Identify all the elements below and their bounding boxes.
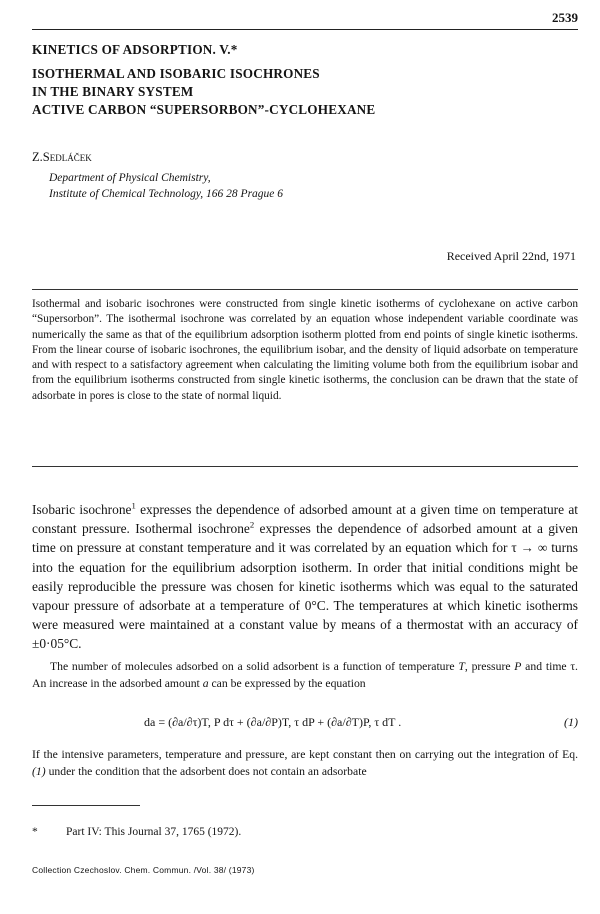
abstract: Isothermal and isobaric isochrones were constructed from single kinetic isotherms of cyclohexane on active carbon “Supersorbon”. The isothermal isochrone was correlated by an equation whose independent variable coordinate was numerically the same as that of the equilibrium adsorption isotherm plotted from end points of single kinetic isotherms. From the linear course of isobaric isochrones, the equilibrium isobar, and the density of liquid adsorbate on temperature and with respect to a satisfactory agreement when calculating the limiting volume both from the equilibrium isobar and from the equilibrium isotherms constructed from single kinetic isotherms, the conclusion can be drawn that the state of adsorbate in pores is close to the state of normal liquid. [32, 298, 578, 402]
body-paragraph-3: If the intensive parameters, temperature and pressure, are kept constant then on carrying out the integration of Eq. (1) under the condition that the adsorbent does not contain an adsorbate [32, 748, 578, 778]
reference-2: 2 [249, 519, 255, 530]
body-paragraph-2: The number of molecules adsorbed on a solid adsorbent is a function of temperature T, pressure P and time τ. An increase in the adsorbed amount a can be expressed by the equation [32, 660, 578, 690]
title-line-4: ACTIVE CARBON “SUPERSORBON”-CYCLOHEXANE [32, 102, 376, 117]
abstract-rule-top [32, 289, 578, 290]
footnote-rule [32, 805, 140, 806]
page-number: 2539 [552, 10, 578, 25]
affiliation [49, 170, 283, 202]
journal-footer: Collection Czechoslov. Chem. Commun. /Vol. 38/ (1973) [32, 865, 255, 875]
affiliation-line-1: Department of Physical Chemistry, [49, 172, 211, 184]
author-name [32, 150, 92, 165]
footnote-mark: * [32, 826, 38, 838]
footnote [32, 826, 241, 838]
footnote-text: Part IV: This Journal 37, 1765 (1972). [66, 826, 242, 838]
reference-1: 1 [131, 500, 136, 511]
author-surname: Sedláček [42, 150, 92, 164]
title-line-1: KINETICS OF ADSORPTION. V.* [32, 42, 238, 57]
body-paragraph-1: Isobaric isochrone$^1$ expresses the dependence of adsorbed amount at a given time on temperature at constant pressure. Isothermal isochrone$^2$ expresses the dependence of adsorbed amount at a given time on pressure at constant temperature and it was correlated by an equation which for τ → ∞ turns into the equation for the equilibrium adsorption isotherm. In order that initial conditions might be easily reproducible the pressure was chosen for kinetic isotherms which was equal to the saturated vapour pressure of adsorbate at a temperature of 0°C. The temperatures at which kinetic isotherms were measured were maintained at a constant value by means of a thermostat with an accuracy of ±0·05°C. [32, 500, 578, 652]
article-title [32, 41, 572, 119]
equation-1 [32, 715, 578, 731]
equation-text: da = (∂a/∂τ)T, P dτ + (∂a/∂P)T, τ dP + (∂a/∂T)P, τ dT . [144, 715, 402, 729]
title-line-2: ISOTHERMAL AND ISOBARIC ISOCHRONES [32, 66, 320, 81]
title-line-3: IN THE BINARY SYSTEM [32, 84, 194, 99]
equation-reference: (1) [32, 764, 46, 778]
equation-number: (1) [564, 715, 578, 729]
abstract-rule-bottom [32, 466, 578, 467]
received-date: Received April 22nd, 1971 [446, 249, 576, 263]
author-initial: Z. [32, 150, 43, 164]
header-rule [32, 29, 578, 30]
affiliation-line-2: Institute of Chemical Technology, 166 28 Prague 6 [49, 188, 284, 200]
